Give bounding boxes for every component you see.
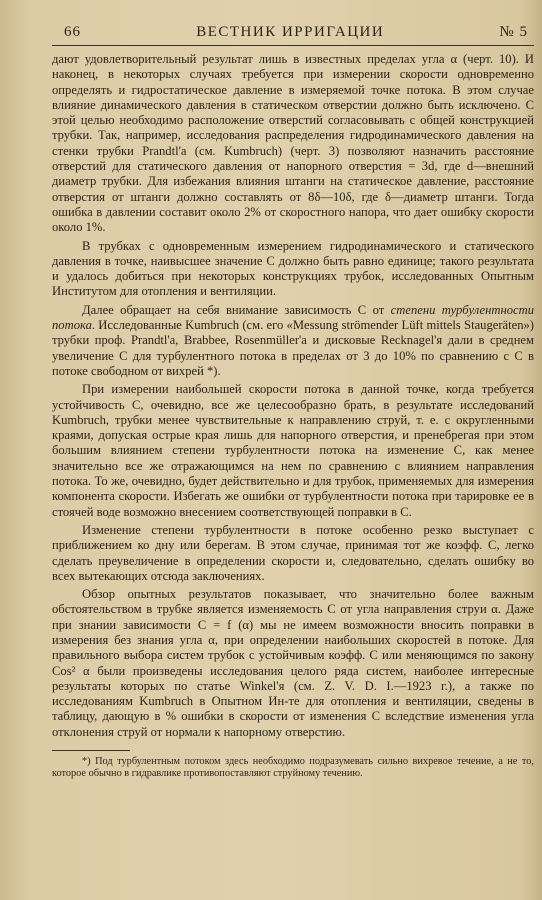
- running-header: [52, 24, 534, 46]
- page-number: 66: [64, 24, 81, 40]
- paragraph-2: В трубках с одновременным измерением гидродинамического и статического давления в точке, наивысшее значение С должно быть равно единице; такого результата и удалось добиться при некоторых конструкциях трубок, исследованных Опытным Институтом для отопления и вентиляции.: [52, 238, 534, 299]
- footnote: *) Под турбулентным потоком здесь необходимо подразумевать сильно вихревое течение, а не то, которое обычно в гидравлике противопоставляют струйному течению.: [52, 756, 534, 780]
- paragraph-3-text-a: Далее обращает на себя внимание зависимость С от: [82, 302, 391, 317]
- footnote-divider: [52, 750, 130, 751]
- journal-title: ВЕСТНИК ИРРИГАЦИИ: [196, 24, 385, 40]
- paragraph-4: При измерении наибольшей скорости потока в данной точке, когда требуется устойчивость С, очевидно, все же целесообразно брать, в результате исследований Kumbruch, трубки менее чувствительные к направлению струй, т. е. с округленными краями, допуская острые края лишь для напорного отверстия, и пренебрегая при этом большим влиянием степени турбулентности потока на изменение С, как менее значительно все же отражающимся на нем по сравнению с влиянием направления потока. То же, очевидно, будет действительно и для трубок, применяемых для измерения компонента скорости. Избегать же ошибки от турбулентности потока при тарировке ее в стоячей воде возможно внесением соответствующей поправки в С.: [52, 382, 534, 519]
- article-body: [52, 52, 534, 740]
- paragraph-3-emphasis: степени турбулентности потока: [52, 302, 534, 333]
- paragraph-6: Обзор опытных результатов показывает, что значительно более важным обстоятельством в трубке является изменяемость С от угла направления струи α. Даже при знании зависимости С = f (α) мы не имеем возможности вносить поправки в измерения без знания угла α, при определении наибольших скоростей в потоке. Для правильного выбора систем трубок с устойчивым коэфф. С или меняющимся по закону Cos² α были произведены исследования целого ряда систем, наиболее интересные результаты которых по статье Winkel'я (см. Z. V. D. I.—1923 г.), а также по исследованиям Kumbruch в Опытном Ин-те для отопления и вентиляции, сведены в таблицу, дающую в % ошибки в скорости от изменения С вследствие изменения угла отклонения струй от нормали к напорному отверстию.: [52, 587, 534, 739]
- paragraph-3-text-b: . Исследованные Kumbruch (см. его «Messung strömender Lüft mittels Staugeräten») трубки проф. Prandtl'a, Brabbee, Rosenmüller'a и дисковые Recknagel'я дали в среднем увеличение С для турбулентного потока в пределах от 3 до 10% по сравнению с С в потоке свободном от вихрей *).: [52, 318, 534, 378]
- paragraph-1: дают удовлетворительный результат лишь в известных пределах угла α (черт. 10). И наконец, в некоторых случаях требуется при измерении скорости одновременно определять и гидростатическое давление в измеряемой точке потока. В этом случае влияние динамического давления в статическом отверстии должно быть исключено. С этой целью необходимо расположение отверстий согласовывать с общей конструкцией трубки. Так, например, исследования распределения гидродинамического давления на стенки трубки Prandtl'a (см. Kumbruch) (черт. 3) позволяют назначить расстояние отверстий для статического давления от напорного отверстия = 3d, где d—внешний диаметр трубки. Для избежания влияния штанги на статическое давление, расстояние отверстия от штанги должно составлять от 8δ—10δ, где δ—диаметр штанги. Тогда ошибка в давлении составит около 2% от скоростного напора, что дает ошибку скорости около 1%.: [52, 52, 534, 235]
- paragraph-5: Изменение степени турбулентности в потоке особенно резко выступает с приближением ко дну или берегам. В этом случае, принимая тот же коэфф. С, легко сделать преувеличение в определении скорости и, следовательно, сделать ошибку во всех вытекающих отсюда заключениях.: [52, 522, 534, 583]
- paragraph-3: [52, 303, 534, 379]
- issue-number: № 5: [499, 24, 528, 40]
